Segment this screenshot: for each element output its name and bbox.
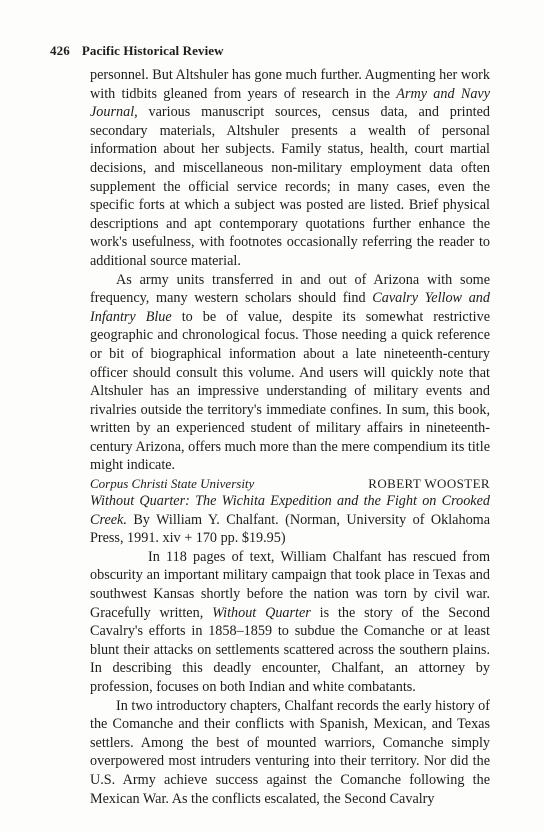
journal-title-reference: Army and Navy Journal [90, 85, 491, 121]
book-citation [90, 492, 490, 548]
review1-paragraph-1: personnel. But Altshuler has gone much further. Augmenting her work with tidbits gleaned from years of research in the Army and Navy Journal, various manuscript sources, census data, and printed secondary materials, Altshuler presents a wealth of personal information about her subjects. Family status, health, court martial decisions, and miscellaneous non-military employment data often supplement the official service records; in many cases, even the specific forts at which a subject was posted are listed. Brief physical descriptions and apt contemporary quotations further enhance the work's usefulness, with footnotes occasionally referring the reader to additional source material. [90, 67, 491, 269]
review2-paragraph-1: In 118 pages of text, William Chalfant has rescued from obscurity an important military campaign that took place in Texas and southwest Kansas shortly before the nation was torn by civil war. Gracefully written, Without Quarter is the story of the Second Cavalry's efforts in 1858–1859 to subdue the Comanche or at least blunt their attacks on settlements scattered across the southern plains. In describing this deadly encounter, Chalfant, an attorney by profession, focuses on both Indian and white combatants. [90, 548, 491, 695]
book-title-reference: Without Quarter [212, 604, 311, 621]
review-woodster [90, 66, 490, 494]
reviewer-name: ROBERT WOOSTER [368, 476, 490, 492]
reviewer-affiliation: Corpus Christi State University [90, 476, 255, 492]
review1-signature [90, 475, 490, 494]
page-number: 426 [50, 43, 70, 58]
review-chalfant [90, 492, 490, 808]
citation-book-title: Without Quarter: The Wichita Expedition and the Fight on Crooked Creek. [90, 493, 490, 528]
review1-paragraph-2: As army units transferred in and out of Arizona with some frequency, many western scholars should find Cavalry Yellow and Infantry Blue to be of value, despite its somewhat restrictive geographic and chronological focus. Those needing a quick reference or bit of biographical information about a late nineteenth-century officer should consult this volume. And users will quickly note that Altshuler has an impressive understanding of military events and rivalries outside the territory's immediate confines. In sum, this book, written by an experienced student of military affairs in nineteenth-century Arizona, offers much more than the mere compendium its title might indicate. [90, 271, 490, 474]
journal-title: Pacific Historical Review [81, 43, 224, 58]
running-head [50, 43, 224, 59]
book-title-reference: Cavalry Yellow and Infantry Blue [90, 290, 490, 325]
review2-paragraph-2: In two introductory chapters, Chalfant records the early history of the Comanche and their conflicts with Spanish, Mexican, and Texas settlers. Among the best of mounted warriors, Comanche simply overpowered most intruders venturing into their territory. Nor did the U.S. Army achieve success against the Comanche following the Mexican War. As the conflicts escalated, the Second Cavalry [90, 697, 490, 807]
citation-details: By William Y. Chalfant. (Norman, University of Oklahoma Press, 1991. xiv + 170 pp. $19.95) [90, 511, 490, 547]
